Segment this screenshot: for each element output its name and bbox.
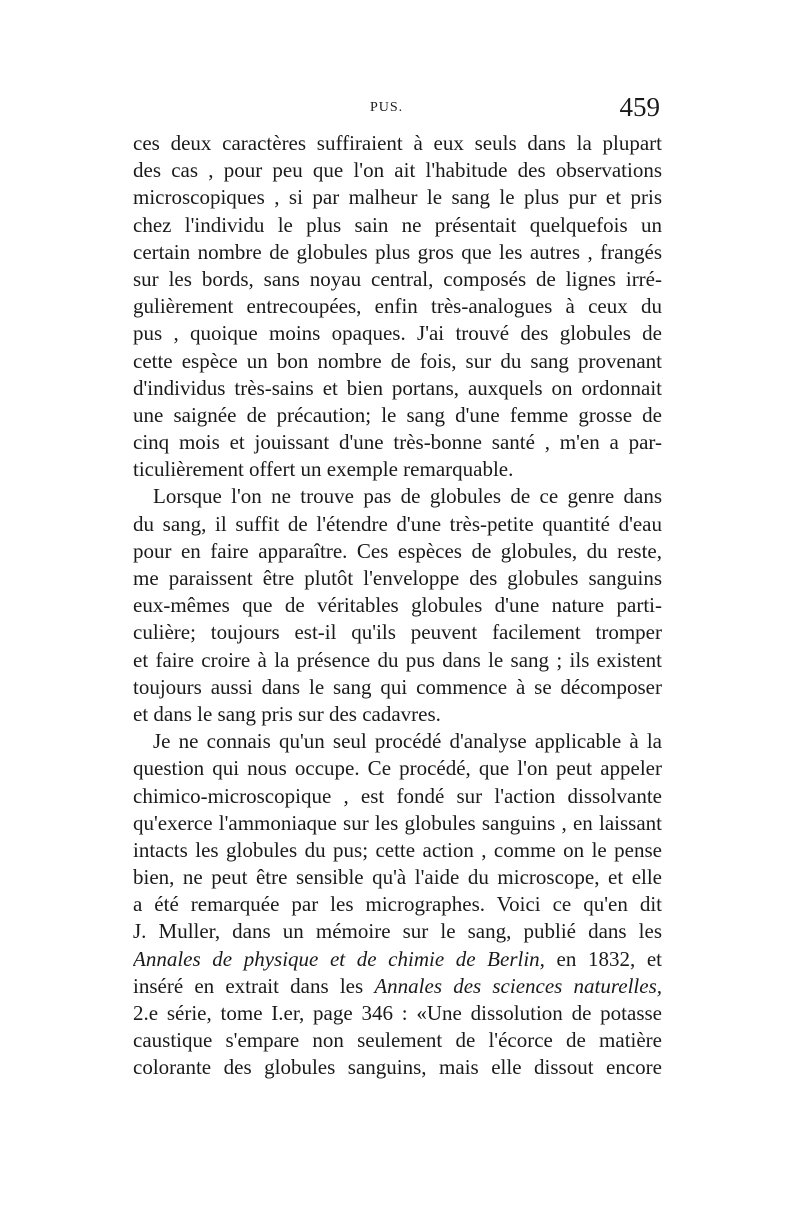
text-line: intacts les globules du pus; cette action , comme on le pense [133,837,662,862]
text-line: a été remarquée par les micrographes. Voici ce qu'en dit [133,892,662,917]
text-line: cette espèce un bon nombre de fois, sur du sang provenant [133,348,662,373]
text-line: colorante des globules sanguins, mais elle dissout encore [133,1055,662,1080]
text-line: chez l'individu le plus sain ne présentait quelquefois un [133,212,662,237]
text-line: pus , quoique moins opaques. J'ai trouvé des globules de [133,321,662,346]
text-line: des cas , pour peu que l'on ait l'habitude des observations [133,158,662,183]
paragraph-end-line: et dans le sang pris sur des cadavres. [133,701,441,726]
text-line: bien, ne peut être sensible qu'à l'aide du microscope, et elle [133,865,662,890]
text-line: d'individus très-sains et bien portans, auxquels on ordonnait [133,375,662,400]
text-line: sur les bords, sans noyau central, composés de lignes irré- [133,266,662,291]
text-line: ces deux caractères suffiraient à eux seuls dans la plupart [133,131,662,155]
text-line: caustique s'empare non seulement de l'écorce de matière [133,1028,662,1053]
text-line: et faire croire à la présence du pus dans le sang ; ils existent [133,647,662,672]
text-line-with-citation [133,946,662,973]
text-line: cinq mois et jouissant d'une très-bonne santé , m'en a par- [133,430,662,455]
text-fragment: inséré en extrait dans les [133,973,375,998]
text-line: 2.e série, tome I.er, page 346 : «Une dissolution de potasse [133,1001,662,1025]
page-number: 459 [619,92,660,122]
text-line: J. Muller, dans un mémoire sur le sang, publié dans les [133,919,662,944]
text-line: pour en faire apparaître. Ces espèces de globules, du reste, [133,538,662,563]
body-text [133,130,662,1082]
paragraph-start-line: Lorsque l'on ne trouve pas de globules de ce genre dans [153,484,662,509]
running-head [133,92,660,132]
text-line: culière; toujours est-il qu'ils peuvent facilement tromper [133,620,662,645]
text-line: du sang, il suffit de l'étendre d'une très-petite quantité d'eau [133,511,662,536]
journal-title-annales: Annales des sciences naturelles, [374,973,662,998]
text-line: question qui nous occupe. Ce procédé, que l'on peut appeler [133,756,662,781]
text-line: chimico-microscopique , est fondé sur l'action dissolvante [133,783,662,808]
text-line: eux-mêmes que de véritables globules d'une nature parti- [133,593,662,618]
running-title: PUS. [370,100,404,115]
text-fragment: en 1832, et [544,946,662,971]
text-line-with-citation [133,973,662,1000]
text-line: une saignée de précaution; le sang d'une femme grosse de [133,402,662,427]
paragraph-start-line: Je ne connais qu'un seul procédé d'analyse applicable à la [153,729,662,754]
paragraph-end-line: ticulièrement offert un exemple remarquable. [133,457,514,482]
text-line: gulièrement entrecoupées, enfin très-analogues à ceux du [133,294,662,319]
text-line: toujours aussi dans le sang qui commence à se décomposer [133,674,662,699]
text-line: microscopiques , si par malheur le sang le plus pur et pris [133,185,662,210]
text-line: me paraissent être plutôt l'enveloppe des globules sanguins [133,566,662,590]
text-line: certain nombre de globules plus gros que les autres , frangés [133,239,662,264]
text-line: qu'exerce l'ammoniaque sur les globules sanguins , en laissant [133,810,662,835]
journal-title-berlin: Annales de physique et de chimie de Berlin, [133,946,545,971]
